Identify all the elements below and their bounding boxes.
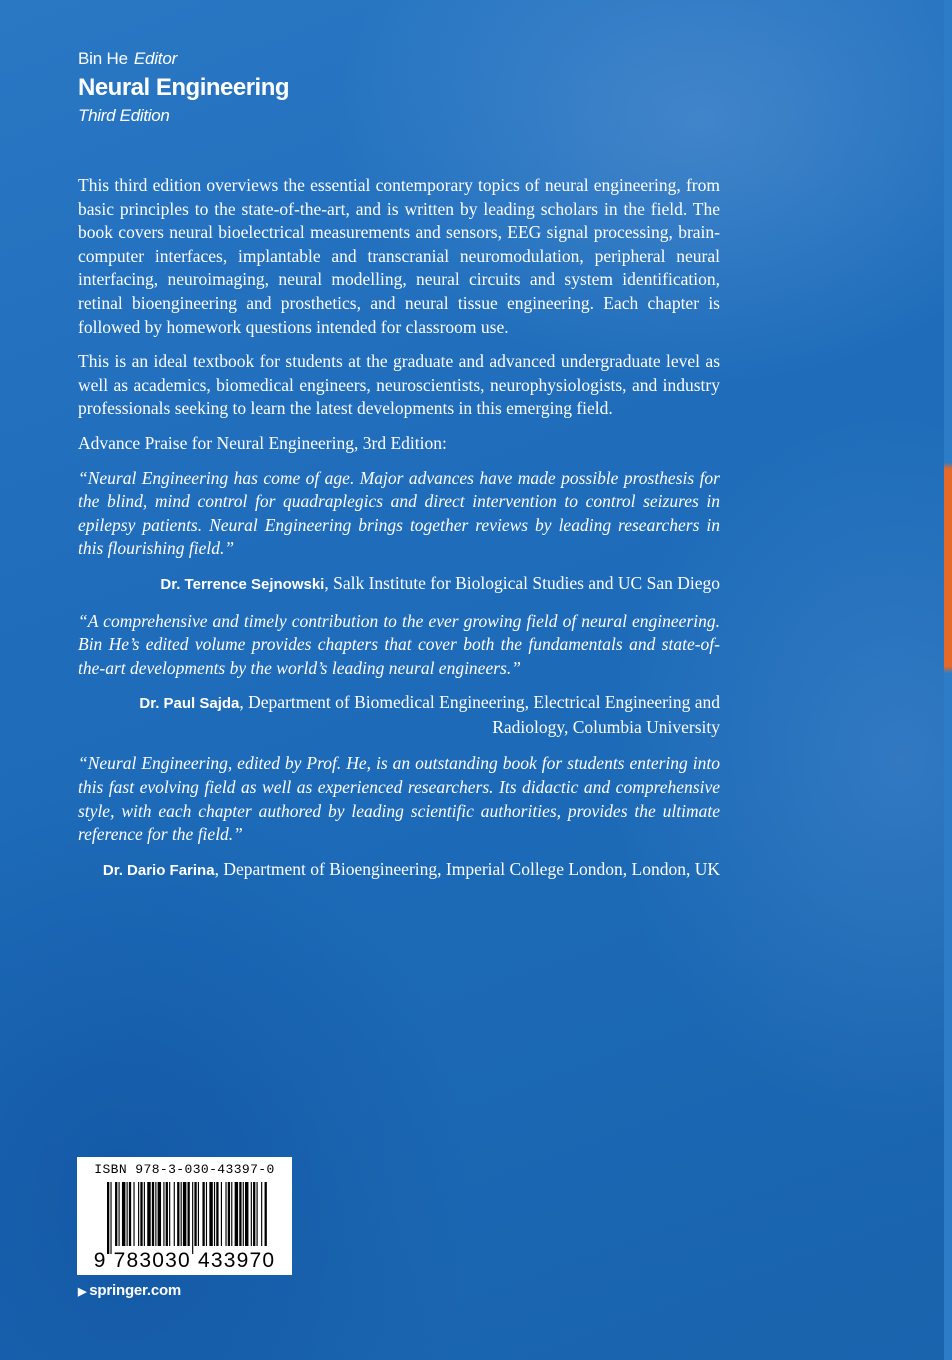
- isbn-label: ISBN 978-3-030-43397-0: [94, 1162, 275, 1177]
- description-paragraph: This is an ideal textbook for students at the graduate and advanced undergraduate level as well as academics, biomedical engineers, neuroscientists, neurophysiologists, and industry professionals seeking to learn the latest developments in this emerging field.: [78, 351, 720, 419]
- barcode-bar: [214, 1182, 215, 1246]
- book-title: Neural Engineering: [78, 74, 290, 101]
- praise-quote: [78, 610, 720, 740]
- barcode-bar: [169, 1182, 170, 1246]
- barcode-bar: [127, 1182, 128, 1246]
- quote-author: Dr. Dario Farina: [102, 861, 215, 879]
- barcode-bar: [221, 1182, 222, 1246]
- quote-author: Dr. Paul Sajda: [139, 695, 240, 713]
- quote-attribution: [78, 858, 720, 883]
- quote-affiliation: , Salk Institute for Biological Studies and UC San Diego: [324, 572, 720, 593]
- barcode-bar: [183, 1182, 186, 1246]
- quote-affiliation: , Department of Bioengineering, Imperial College London, London, UK: [214, 858, 720, 879]
- barcode-bar: [198, 1182, 199, 1246]
- barcode-bar: [192, 1182, 193, 1254]
- barcode-bar: [251, 1182, 252, 1246]
- quote-text: “Neural Engineering has come of age. Major advances have made possible prosthesis for the blind, mind control for quadraplegics and direct intervention to control seizures in epilepsy patients. Neural Engineering brings together reviews by leading researchers in this flourishing field.”: [78, 467, 720, 559]
- barcode-bar: [144, 1182, 145, 1246]
- barcode-bar: [235, 1182, 238, 1246]
- barcode-bar: [177, 1182, 179, 1246]
- barcode-bar: [163, 1182, 164, 1246]
- barcode-bar: [133, 1182, 134, 1246]
- barcode-bar: [257, 1182, 258, 1246]
- isbn-barcode: [77, 1157, 292, 1275]
- blurb-body: [78, 174, 720, 895]
- barcode-bar: [119, 1182, 120, 1246]
- praise-quote: [78, 752, 720, 882]
- description-paragraph: This third edition overviews the essential contemporary topics of neural engineering, from basic principles to the state-of-the-art, and is written by leading scholars in the field. The book covers neural bioelectrical measurements and sensors, EEG signal processing, brain-computer interfaces, implantable and transcranial neuromodulation, peripheral neural interfacing, neuroimaging, neural modelling, neural circuits and system identification, retinal bioengineering and prosthetics, and neural tissue engineering. Each chapter is followed by homework questions intended for classroom use.: [78, 175, 720, 337]
- barcode-bars: [107, 1182, 267, 1254]
- editor-role: Editor: [133, 49, 178, 68]
- barcode-bar: [188, 1182, 190, 1246]
- praise-quote: [78, 467, 720, 597]
- barcode-bar: [202, 1182, 204, 1246]
- barcode-bar: [206, 1182, 207, 1246]
- book-edition: Third Edition: [78, 106, 170, 125]
- barcode-bar: [155, 1182, 156, 1246]
- arrow-right-icon: ▶: [78, 1286, 87, 1298]
- quote-author: Dr. Terrence Sejnowski: [160, 575, 325, 593]
- barcode-bar: [194, 1182, 196, 1246]
- barcode-bar: [209, 1182, 212, 1246]
- quote-text: “Neural Engineering, edited by Prof. He, is an outstanding book for students entering into this fast evolving field as well as experienced researchers. Its didactic and comprehensive style, with each chapter authored by leading scientific authorities, provides the ultimate reference for the field.”: [78, 753, 720, 845]
- editor-name: Bin He: [78, 49, 128, 68]
- barcode-bar: [253, 1182, 255, 1246]
- barcode-bar: [265, 1182, 267, 1246]
- barcode-bar: [107, 1182, 109, 1254]
- barcode-bar: [261, 1182, 262, 1246]
- barcode-bar: [138, 1182, 139, 1246]
- publisher-link[interactable]: [78, 1282, 181, 1299]
- barcode-bar: [158, 1182, 161, 1246]
- barcode-bar: [140, 1182, 142, 1246]
- barcode-bar: [245, 1182, 248, 1246]
- barcode-bar: [216, 1182, 218, 1246]
- barcode-bar: [147, 1182, 150, 1246]
- barcode-bar: [181, 1182, 182, 1246]
- barcode-bar: [228, 1182, 230, 1246]
- barcode-bar: [239, 1182, 241, 1246]
- praise-heading: Advance Praise for Neural Engineering, 3rd Edition:: [78, 432, 447, 453]
- barcode-bar: [129, 1182, 131, 1246]
- quote-affiliation: , Department of Biomedical Engineering, Electrical Engineering and Radiology, Columbia University: [239, 692, 720, 737]
- barcode-bar: [122, 1182, 125, 1246]
- barcode-bar: [166, 1182, 168, 1246]
- barcode-bar: [174, 1182, 175, 1246]
- barcode-bar: [231, 1182, 232, 1246]
- barcode-bar: [243, 1182, 244, 1246]
- spine-edge-strip: [944, 0, 952, 1360]
- ean-digits: 9 783030 433970: [93, 1249, 276, 1272]
- barcode-bar: [115, 1182, 117, 1246]
- quote-attribution: [78, 572, 720, 597]
- barcode-bar: [152, 1182, 154, 1246]
- quote-attribution: [78, 691, 720, 739]
- publisher-url: springer.com: [89, 1282, 182, 1299]
- quote-text: “A comprehensive and timely contribution to the ever growing field of neural engineering. Bin He’s edited volume provides chapters that cover both the fundamentals and state-of-the-art developments by the world’s leading neural engineers.”: [78, 610, 720, 678]
- editor-line: [78, 48, 289, 70]
- barcode-bar: [225, 1182, 226, 1246]
- barcode-bar: [110, 1182, 111, 1254]
- cover-header: [78, 48, 289, 128]
